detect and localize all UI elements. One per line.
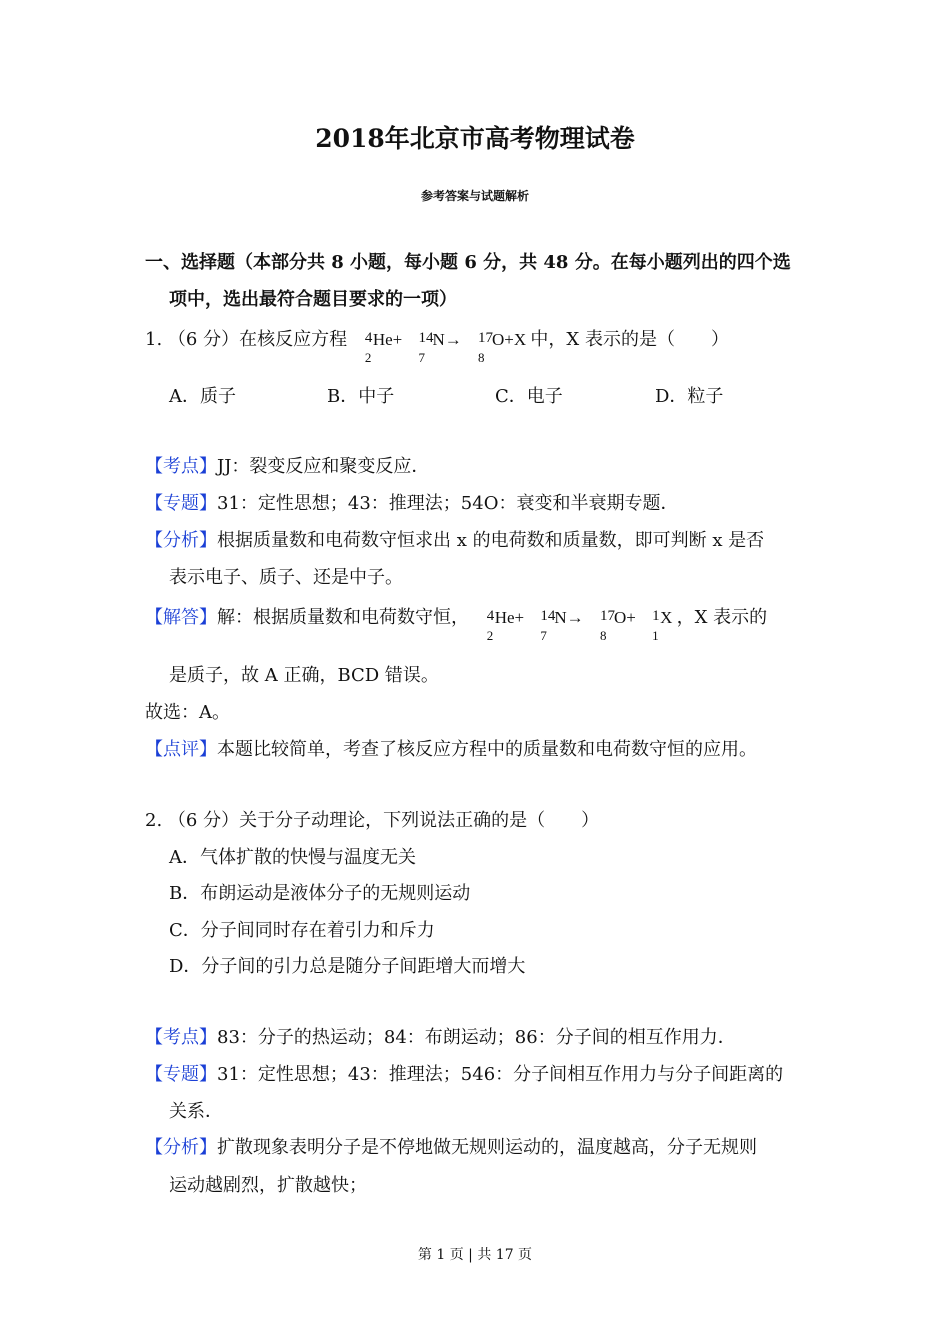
document-title: 2018年北京市高考物理试卷	[315, 124, 635, 153]
section-heading: 一、选择题（本部分共 8 小题，每小题 6 分，共 48 分。在每小题列出的四个选	[145, 252, 791, 273]
q1-fenxi: 【分析】根据质量数和电荷数守恒求出 x 的电荷数和质量数，即可判断 x 是否	[145, 530, 765, 551]
q1-kaodian: 【考点】JJ：裂变反应和聚变反应．	[145, 456, 430, 477]
q2-kaodian: 【考点】83：分子的热运动；84：布朗运动；86：分子间的相互作用力．	[145, 1027, 736, 1048]
q1-fenxi-cont: 表示电子、质子、还是中子。	[169, 567, 403, 588]
nuclide: 17 8 O+	[599, 608, 636, 643]
q1-jieda-cont: 是质子，故 A 正确，BCD 错误。	[169, 665, 439, 686]
nuclide: 14 7 N→	[418, 330, 462, 365]
q1-option-b: B．中子	[327, 386, 395, 407]
nuclear-equation	[353, 330, 531, 365]
nuclide: 4 2 He+	[486, 608, 525, 643]
nuclide: 17 8 O+X	[478, 330, 527, 365]
q2-option-c: C．分子间同时存在着引力和斥力	[169, 920, 435, 941]
q2-fenxi: 【分析】扩散现象表明分子是不停地做无规则运动的，温度越高，分子无规则	[145, 1137, 757, 1158]
q1-option-c: C．电子	[495, 386, 563, 407]
q1-zhuanti: 【专题】31：定性思想；43：推理法；54O：衰变和半衰期专题．	[145, 493, 679, 514]
q1-answer: 故选：A。	[145, 702, 230, 723]
q2-fenxi-cont: 运动越剧烈，扩散越快；	[169, 1175, 367, 1196]
question-1-stem	[145, 328, 729, 365]
question-2-stem: 2. （6 分）关于分子动理论，下列说法正确的是（ ）	[145, 810, 600, 831]
nuclear-equation	[475, 608, 677, 643]
document-subtitle: 参考答案与试题解析	[420, 189, 529, 203]
nuclide: 14 7 N→	[540, 608, 584, 643]
nuclide: 4 2 He+	[364, 330, 403, 365]
q2-option-b: B．布朗运动是液体分子的无规则运动	[169, 883, 471, 904]
q2-option-a: A．气体扩散的快慢与温度无关	[169, 847, 416, 868]
section-heading-cont: 项中，选出最符合题目要求的一项）	[169, 289, 457, 310]
nuclide: 1 1 X	[652, 608, 673, 643]
q1-stem-pre: 1. （6 分）在核反应方程	[145, 329, 348, 350]
q1-option-a: A．质子	[169, 386, 236, 407]
q1-stem-post: 中，X 表示的是（ ）	[530, 329, 729, 350]
q1-option-d: D．粒子	[655, 386, 724, 407]
q2-zhuanti-cont: 关系．	[169, 1101, 223, 1122]
q2-zhuanti: 【专题】31：定性思想；43：推理法；546：分子间相互作用力与分子间距离的	[145, 1064, 784, 1085]
q2-option-d: D．分子间的引力总是随分子间距增大而增大	[169, 956, 526, 977]
page-footer: 第 1 页 | 共 17 页	[417, 1247, 533, 1263]
q1-jieda: 【解答】解：根据质量数和电荷数守恒， 4 2 He+ 14 7 N→ 17 8 O+ 1 1 X ，X 表示的	[145, 607, 768, 643]
q1-dianping: 【点评】本题比较简单，考查了核反应方程中的质量数和电荷数守恒的应用。	[145, 739, 757, 760]
